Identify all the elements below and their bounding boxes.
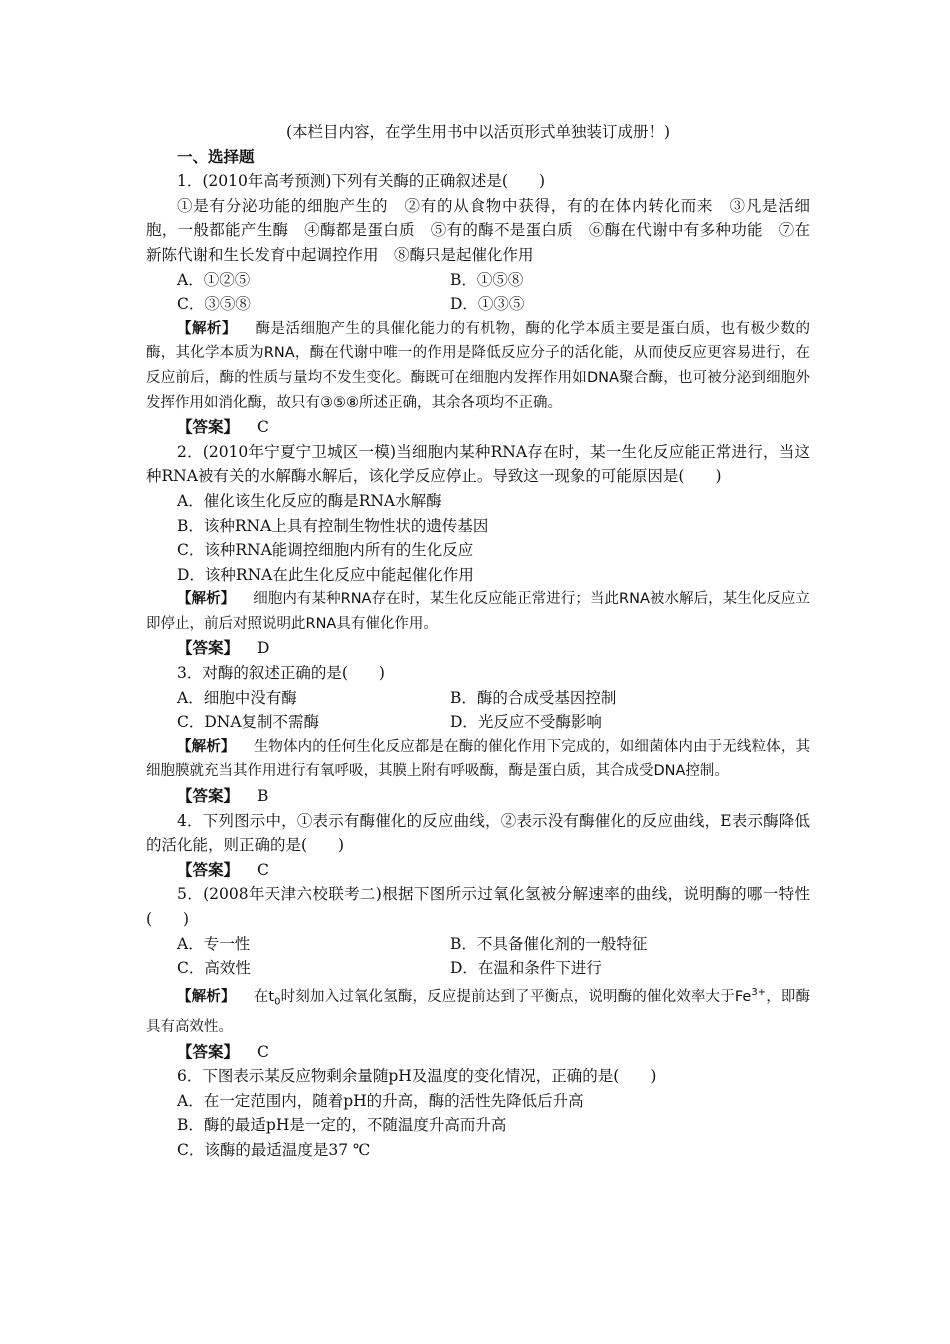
answer-value: D — [257, 639, 270, 658]
answer-value: B — [257, 787, 269, 806]
question-2-answer — [146, 636, 810, 661]
option-c: C．③⑤⑧ — [177, 295, 251, 314]
option-a: A．细胞中没有酶 — [177, 688, 297, 707]
notice: (本栏目内容，在学生用书中以活页形式单独装订成册！) — [285, 123, 671, 141]
question-3-analysis — [146, 735, 810, 784]
question-1-analysis — [146, 317, 810, 415]
question-4-answer — [146, 858, 810, 883]
analysis-text: 生物体内的任何生化反应都是在酶的催化作用下完成的，如细菌体内由于无线粒体，其细胞膜就充当其作用进行有氧呼吸，其膜上附有呼吸酶，酶是蛋白质，其合成受DNA控制。 — [146, 738, 811, 780]
section-title: 一、选择题 — [177, 146, 255, 166]
question-4-stem: 4．下列图示中，①表示有酶催化的反应曲线，②表示没有酶催化的反应曲线，E表示酶降低的活化能，则正确的是( ) — [146, 811, 810, 855]
question-2-analysis — [146, 587, 810, 636]
answer-tag: 【答案】 — [177, 787, 240, 806]
answer-tag: 【答案】 — [177, 860, 240, 879]
question-6-stem: 6．下图表示某反应物剩余量随pH及温度的变化情况，正确的是( ) — [177, 1067, 657, 1086]
option-b: B．酶的合成受基因控制 — [450, 688, 617, 707]
subscript-zero: 0 — [274, 996, 281, 1008]
option-c: C．该酶的最适温度是37 ℃ — [177, 1141, 371, 1160]
option-a: A．①②⑤ — [177, 270, 251, 289]
option-b: B．①⑤⑧ — [450, 270, 524, 289]
question-3-answer — [146, 784, 810, 809]
option-c: C．该种RNA能调控细胞内所有的生化反应 — [177, 541, 474, 560]
question-2-stem: 2．(2010年宁夏宁卫城区一模)当细胞内某种RNA存在时，某一生化反应能正常进行，当这种RNA被有关的水解酶水解后，该化学反应停止。导致这一现象的可能原因是( ) — [146, 442, 810, 486]
option-d: D．①③⑤ — [450, 295, 525, 314]
option-c: C．高效性 — [177, 959, 251, 978]
question-1-stem: 1．(2010年高考预测)下列有关酶的正确叙述是( ) — [177, 172, 545, 191]
document-page — [146, 120, 810, 1163]
question-1-body: ①是有分泌功能的细胞产生的 ②有的从食物中获得，有的在体内转化而来 ③凡是活细胞，一般都能产生酶 ④酶都是蛋白质 ⑤有的酶不是蛋白质 ⑥酶在代谢中有多种功能 ⑦在新陈代谢和生长发育中起调控作用 ⑧酶只是起催化作用 — [146, 196, 810, 264]
analysis-tag: 【解析】 — [177, 591, 236, 608]
analysis-text-post: ，即酶具有高效性。 — [146, 988, 811, 1036]
analysis-tag: 【解析】 — [177, 320, 237, 337]
option-d: D．光反应不受酶影响 — [450, 713, 602, 732]
question-5-answer — [146, 1040, 810, 1065]
question-5-analysis — [146, 981, 810, 1040]
question-3-options-row-2 — [146, 710, 810, 735]
question-1-answer — [146, 415, 810, 440]
analysis-text-mid: 时刻加入过氧化氢酶，反应提前达到了平衡点，说明酶的催化效率大于Fe — [280, 988, 752, 1005]
analysis-tag: 【解析】 — [177, 738, 236, 755]
answer-tag: 【答案】 — [177, 1042, 240, 1061]
question-5-options-row-1 — [146, 932, 810, 957]
analysis-text: 酶是活细胞产生的具催化能力的有机物，酶的化学本质主要是蛋白质，也有极少数的酶，其化学本质为RNA，酶在代谢中唯一的作用是降低反应分子的活化能，从而使反应更容易进行，在反应前后，酶的性质与量均不发生变化。酶既可在细胞内发挥作用如DNA聚合酶，也可被分泌到细胞外发挥作用如消化酶，故只有③⑤⑧所述正确，其余各项均不正确。 — [146, 320, 810, 411]
answer-value: C — [257, 860, 269, 879]
option-b: B．该种RNA上具有控制生物性状的遗传基因 — [177, 516, 489, 535]
question-5-stem: 5．(2008年天津六校联考二)根据下图所示过氧化氢被分解速率的曲线，说明酶的哪一特性( ) — [146, 885, 810, 928]
question-5-options-row-2 — [146, 956, 810, 981]
analysis-text-pre: 在t — [253, 988, 275, 1005]
option-c: C．DNA复制不需酶 — [177, 713, 320, 732]
option-b: B．不具备催化剂的一般特征 — [450, 934, 648, 953]
question-3-options-row-1 — [146, 686, 810, 711]
answer-value: C — [257, 418, 269, 437]
superscript-charge: 3+ — [751, 986, 767, 998]
option-b: B．酶的最适pH是一定的，不随温度升高而升高 — [177, 1116, 507, 1135]
option-d: D．该种RNA在此生化反应中能起催化作用 — [177, 565, 474, 584]
answer-value: C — [257, 1042, 269, 1061]
question-1-options-row-1 — [146, 268, 810, 293]
question-1-options-row-2 — [146, 292, 810, 317]
option-a: A．在一定范围内，随着pH的升高，酶的活性先降低后升高 — [177, 1091, 584, 1110]
answer-tag: 【答案】 — [177, 418, 240, 437]
option-a: A．专一性 — [177, 934, 251, 953]
analysis-text: 细胞内有某种RNA存在时，某生化反应能正常进行；当此RNA被水解后，某生化反应立即停止，前后对照说明此RNA具有催化作用。 — [146, 591, 810, 632]
answer-tag: 【答案】 — [177, 639, 240, 658]
option-a: A．催化该生化反应的酶是RNA水解酶 — [177, 491, 442, 510]
question-3-stem: 3．对酶的叙述正确的是( ) — [177, 664, 385, 683]
option-d: D．在温和条件下进行 — [450, 959, 602, 978]
analysis-tag: 【解析】 — [177, 988, 236, 1005]
